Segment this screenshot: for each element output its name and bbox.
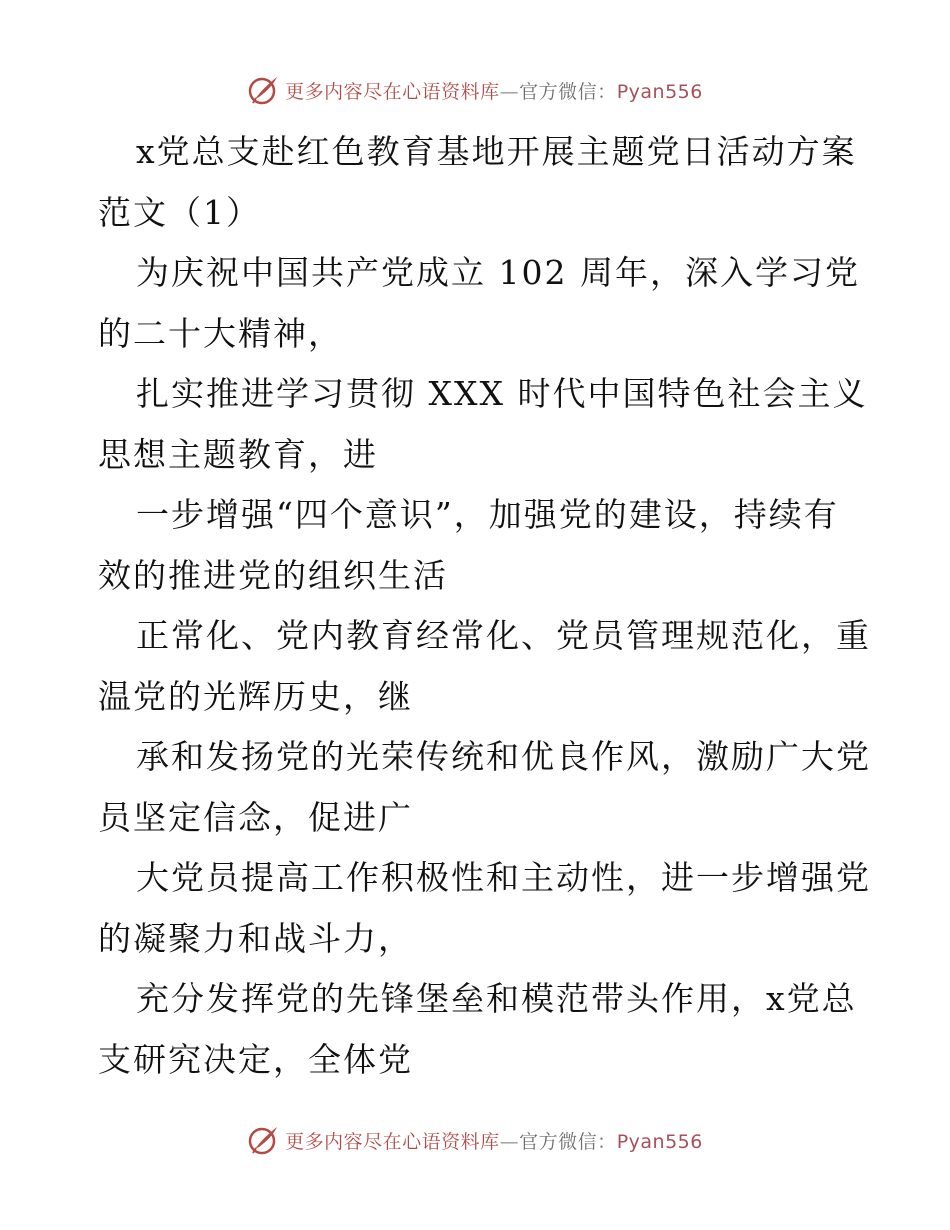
text-line: 承和发扬党的光荣传统和优良作风，激励广大党 [136,737,871,776]
header-watermark [0,70,950,110]
text-line: 温党的光辉历史，继 [98,676,413,716]
quill-logo-icon [247,1123,281,1157]
text-line: 一步增强“四个意识”，加强党的建设，持续有 [136,495,839,534]
quill-logo-icon [247,73,281,107]
text-line: 正常化、党内教育经常化、党员管理规范化，重 [136,616,871,655]
watermark-text [285,1127,703,1154]
watermark-separator: — [499,80,520,103]
text-line: 扎实推进学习贯彻 XXX 时代中国特色社会主义 [136,374,868,413]
watermark-wechat-id: Pyan556 [616,80,703,103]
watermark-separator: — [499,1130,520,1153]
footer-watermark [0,1120,950,1160]
watermark-wechat-id: Pyan556 [616,1130,703,1153]
watermark-site-text: 更多内容尽在心语资料库 [285,1130,500,1153]
watermark-site-text: 更多内容尽在心语资料库 [285,80,500,103]
text-line: 员坚定信念，促进广 [98,797,413,837]
document-body [98,122,871,1090]
text-line: 充分发挥党的先锋堡垒和模范带头作用，x党总 [136,979,857,1018]
text-line: 的二十大精神， [98,313,343,353]
text-line: 思想主题教育，进 [98,434,378,474]
watermark-official-label: 官方微信： [519,1130,617,1153]
text-line: 为庆祝中国共产党成立 102 周年，深入学习党 [136,253,860,292]
text-line: 效的推进党的组织生活 [98,555,448,595]
watermark-official-label: 官方微信： [519,80,617,103]
text-line: x党总支赴红色教育基地开展主题党日活动方案 [136,132,857,171]
text-line: 支研究决定，全体党 [98,1039,413,1079]
watermark-text [285,77,703,104]
text-line: 范文（1） [98,192,261,232]
text-line: 大党员提高工作积极性和主动性，进一步增强党 [136,858,871,897]
text-line: 的凝聚力和战斗力， [98,918,413,958]
